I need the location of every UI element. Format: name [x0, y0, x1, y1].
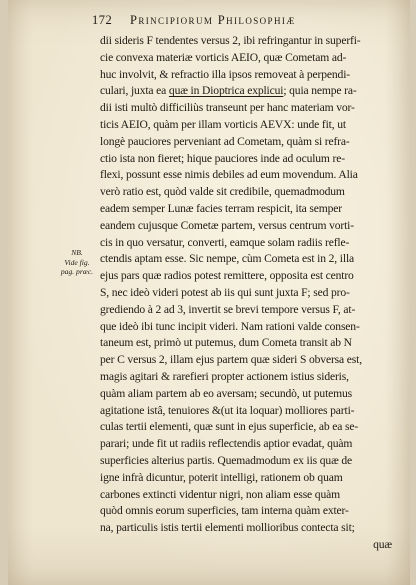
text-line: S, nec ideò videri potest ab iis qui sunt juxta F; sed pro-: [100, 285, 350, 299]
text-line: agitatione istâ, tenuiores &(ut ita loquar) molliores parti-: [100, 403, 355, 417]
marginal-note-line: NB.: [71, 248, 83, 257]
page-number: 172: [92, 13, 113, 27]
text-line: taneum est, primò ut putemus, dum Cometa transit ab N: [100, 336, 352, 350]
text-line: quàm aliam partem ab eo aversam; secundò, ut putemus: [100, 386, 353, 400]
text-line: dii isti multò difficiliùs transeunt per hanc materiam vor-: [100, 101, 355, 115]
catchword: quæ: [373, 537, 392, 551]
text-line: huc involvit, & refractio illa ipsos removeat à perpendi-: [100, 67, 350, 81]
marginal-note-line: Vide fig.: [64, 257, 90, 267]
text-line: ctio ista non fieret; hique pauciores inde ad oculum re-: [100, 151, 345, 165]
marginal-note: [59, 248, 95, 277]
text-line: flexi, possunt esse nimis debiles ad eum movendum. Alia: [100, 168, 358, 182]
text-line: ctendis aptam esse. Sic nempe, cùm Cometa est in 2, illa: [100, 252, 355, 266]
text-line: eadem semper Lunæ facies terram respicit, ita semper: [100, 201, 343, 215]
book-page: [8, 0, 410, 585]
text-line: ejus pars quæ radios potest remittere, opposita est centro: [100, 269, 354, 283]
underlined-phrase: quæ in Dioptrica explicui: [168, 84, 284, 98]
text-line: carbones extincti videntur nigri, non aliam esse quàm: [100, 487, 340, 501]
text-line: parari; unde fit ut radiis reflectendis aptior evadat, quàm: [100, 437, 353, 451]
text-line: per C versus 2, illam ejus partem quæ sideri S obversa est,: [100, 353, 362, 367]
text-line: na, particulis istis tertii elementi mollioribus contecta sit;: [100, 521, 355, 535]
running-head: Principiorum Philosophiæ: [130, 13, 296, 27]
text-line: verò ratio est, quòd valde sit credibile, quemadmodum: [100, 185, 345, 199]
text-line: igne infrà dicuntur, poterit intelligi, rationem ob quam: [100, 470, 343, 484]
text-line: ticis AEIO, quàm per illam vorticis AEVX: unde fit, ut: [100, 117, 346, 131]
text-line: que ideò ibi tunc incipit videri. Nam rationi valde consen-: [100, 319, 360, 333]
text-line: quòd omnis eorum superficies, tam interna quàm exter-: [100, 504, 349, 518]
text-line: grediendo à 2 ad 3, invertit se brevi tempore versus F, at-: [100, 302, 356, 316]
text-line: magis agitari & rarefieri propter actionem istius sideris,: [100, 369, 349, 383]
text-line: cis in quo versatur, converti, eamque solam radiis refle-: [100, 235, 350, 249]
body-text: [100, 33, 392, 554]
text-line: superficies alterius partis. Quemadmodum ex iis quæ de: [100, 453, 353, 467]
text-line: longè pauciores perveniant ad Cometam, quàm si refra-: [100, 134, 350, 148]
text-line: dii sideris F tendentes versus 2, ibi refringantur in superfi-: [100, 34, 361, 47]
page-header: [92, 13, 392, 29]
text-line: cie convexa materiæ vorticis AEIO, quæ Cometam ad-: [100, 50, 347, 64]
text-line-with-underline: culari, juxta ea quæ in Dioptrica explicui; quia nempe ra-: [100, 84, 357, 98]
text-line: eandem cujusque Cometæ partem, versus centrum vorti-: [100, 218, 354, 232]
text-line: culas tertii elementi, quæ sunt in ejus superficie, ab ea se-: [100, 420, 359, 434]
marginal-note-line: pag. præc.: [60, 267, 94, 276]
